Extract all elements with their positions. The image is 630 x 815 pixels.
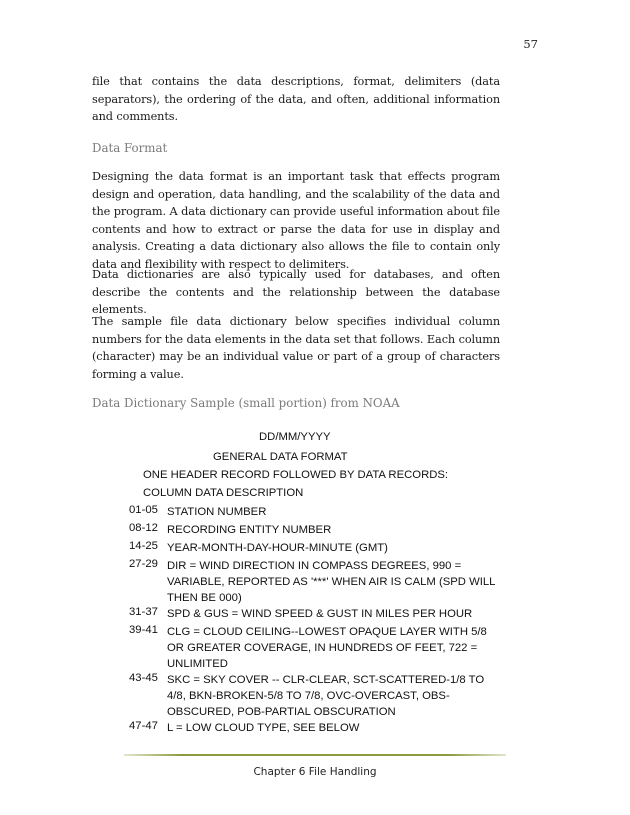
dictionary-header-note: ONE HEADER RECORD FOLLOWED BY DATA RECORDS: bbox=[143, 469, 449, 481]
paragraph-sample-file: The sample file data dictionary below specifies individual column numbers for the data elements in the data set that follows. Each column (character) may be an individual value or part of a group of characters forming a value. bbox=[92, 315, 500, 381]
paragraph-databases: Data dictionaries are also typically used for databases, and often describe the contents and the relationship between the database elements. bbox=[92, 268, 500, 316]
dictionary-row-desc: YEAR-MONTH-DAY-HOUR-MINUTE (GMT) bbox=[167, 542, 388, 554]
footer-chapter-title: Chapter 6 File Handling bbox=[253, 766, 377, 778]
dictionary-row-desc: SKC = SKY COVER -- CLR-CLEAR, SCT-SCATTERED-1/8 TO 4/8, BKN-BROKEN-5/8 TO 7/8, OVC-OVERCAST, OBS-OBSCURED, POB-PARTIAL OBSCURATION bbox=[167, 674, 485, 719]
dictionary-row-code: 31-37 bbox=[129, 606, 158, 618]
dictionary-general-title: GENERAL DATA FORMAT bbox=[213, 451, 348, 463]
footer-divider bbox=[124, 754, 506, 756]
dictionary-date-format: DD/MM/YYYY bbox=[259, 431, 331, 443]
dictionary-row-code: 01-05 bbox=[129, 504, 158, 516]
dictionary-row-code: 27-29 bbox=[129, 558, 158, 570]
dictionary-row-code: 08-12 bbox=[129, 522, 158, 534]
dictionary-column-header: COLUMN DATA DESCRIPTION bbox=[143, 487, 304, 499]
dictionary-row-code: 47-47 bbox=[129, 720, 158, 732]
dictionary-row-code: 39-41 bbox=[129, 624, 158, 636]
dictionary-row-code: 14-25 bbox=[129, 540, 158, 552]
dictionary-row-desc: SPD & GUS = WIND SPEED & GUST IN MILES PER HOUR bbox=[167, 608, 473, 620]
dictionary-row-code: 43-45 bbox=[129, 672, 158, 684]
paragraph-intro: file that contains the data descriptions, format, delimiters (data separators), the ordering of the data, and often, additional information and comments. bbox=[92, 75, 500, 123]
paragraph-designing: Designing the data format is an important task that effects program design and operation, data handling, and the scalability of the data and the program. A data dictionary can provide useful information about file contents and how to extract or parse the data for use in display and analysis. Creating a data dictionary also allows the file to contain only data and flexibility with respect to delimiters. bbox=[92, 170, 500, 271]
dictionary-row-desc: RECORDING ENTITY NUMBER bbox=[167, 524, 332, 536]
heading-dictionary-sample: Data Dictionary Sample (small portion) from NOAA bbox=[92, 396, 400, 410]
dictionary-row-desc: DIR = WIND DIRECTION IN COMPASS DEGREES, 990 = VARIABLE, REPORTED AS '***' WHEN AIR IS CALM (SPD WILL THEN BE 000) bbox=[167, 560, 496, 605]
heading-data-format: Data Format bbox=[92, 141, 168, 155]
dictionary-row-desc: L = LOW CLOUD TYPE, SEE BELOW bbox=[167, 722, 360, 734]
page-number: 57 bbox=[523, 37, 538, 51]
dictionary-row-desc: CLG = CLOUD CEILING--LOWEST OPAQUE LAYER WITH 5/8 OR GREATER COVERAGE, IN HUNDREDS OF FEET, 722 = UNLIMITED bbox=[167, 626, 487, 671]
dictionary-row-desc: STATION NUMBER bbox=[167, 506, 267, 518]
